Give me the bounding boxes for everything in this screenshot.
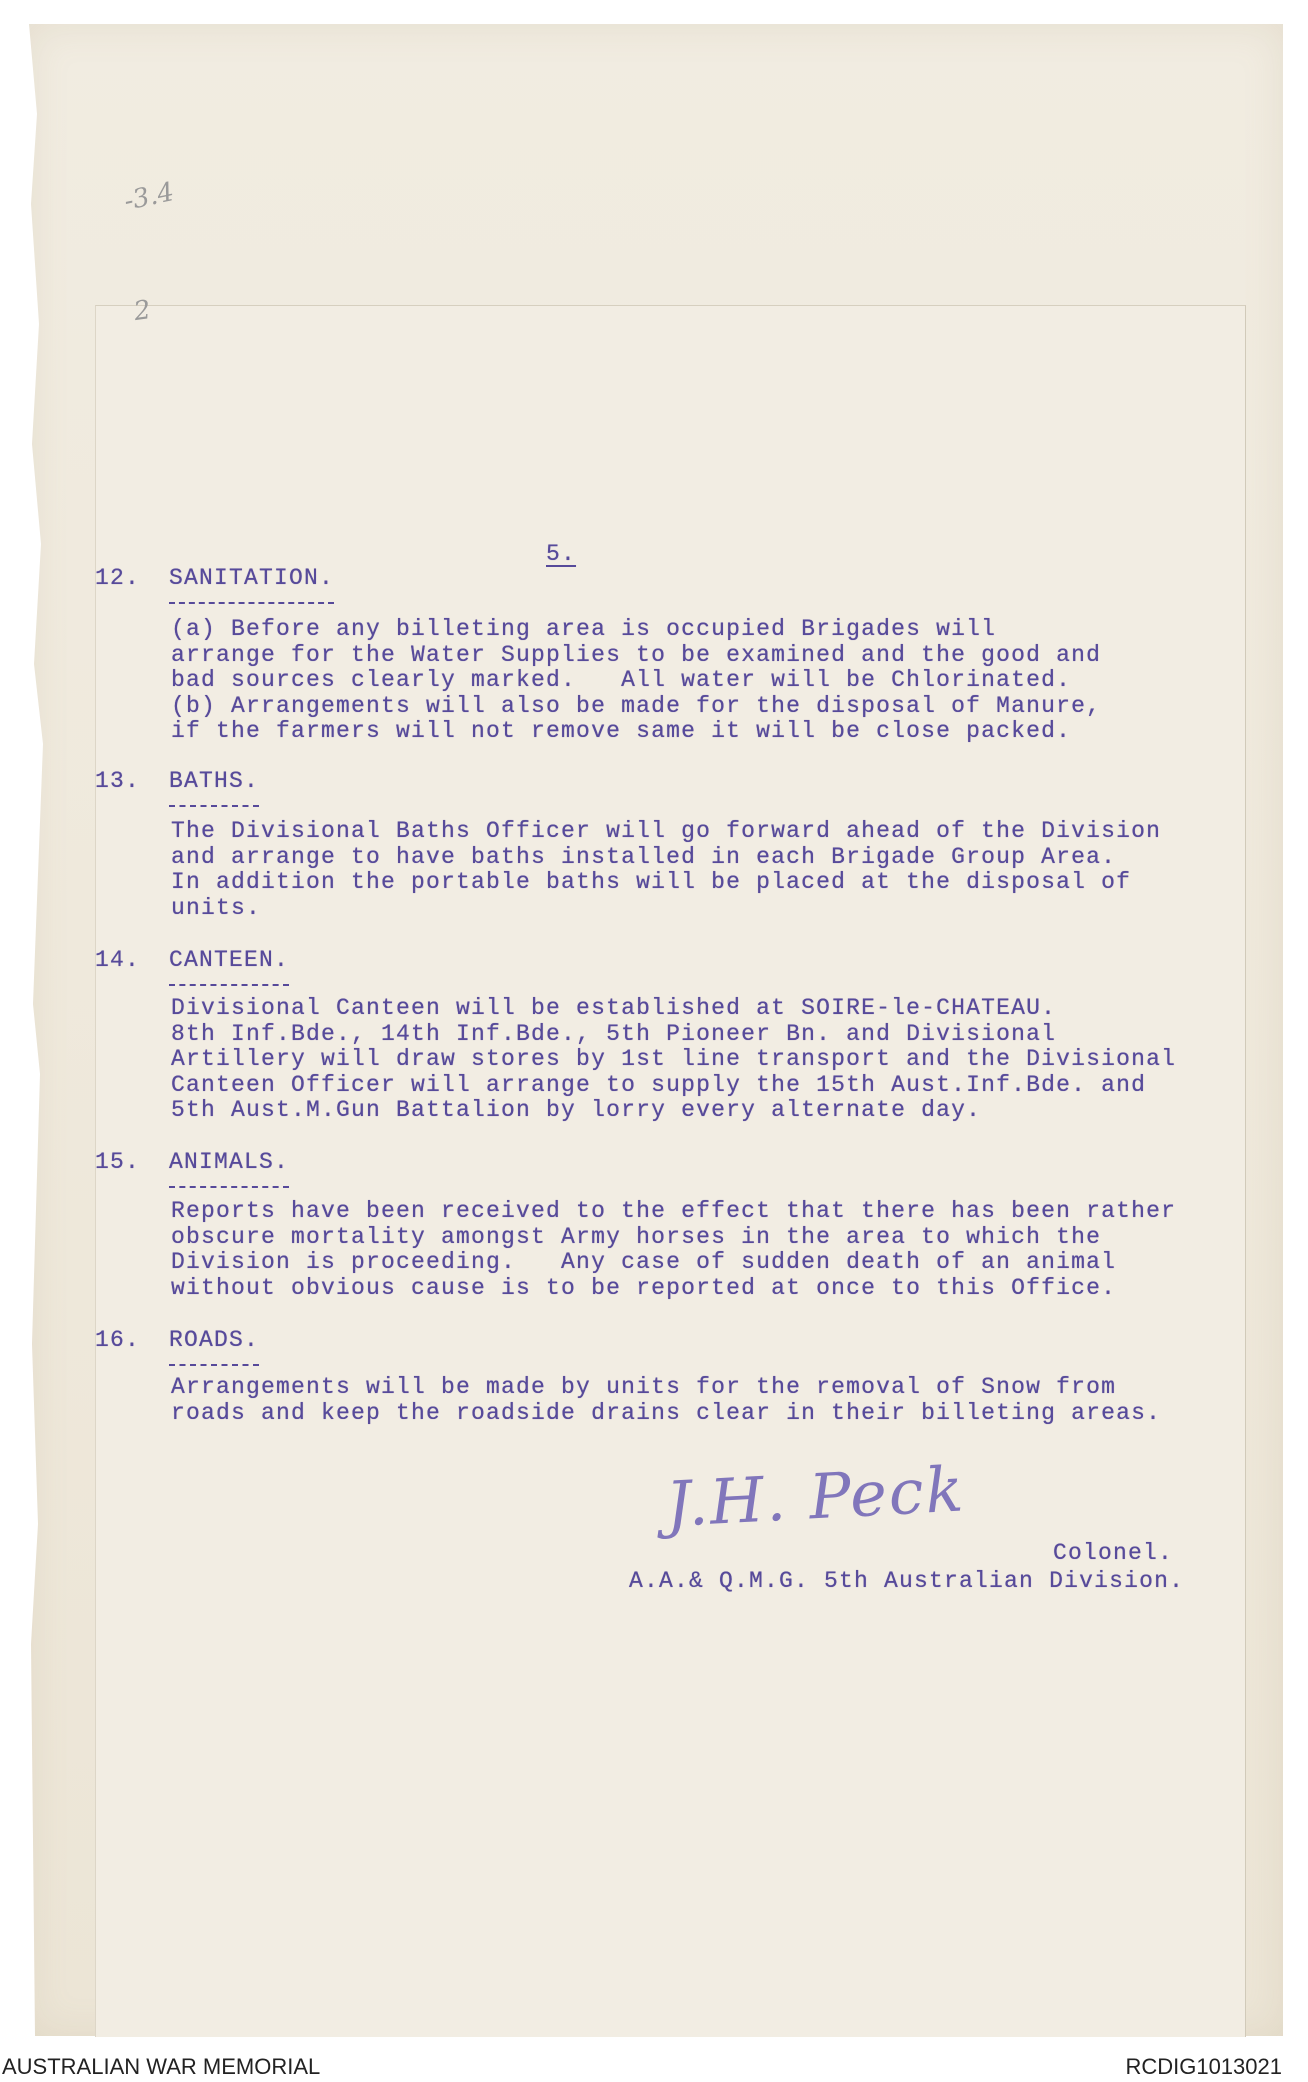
section-number: 16. [95, 1327, 141, 1353]
footer-credit: AUSTRALIAN WAR MEMORIAL [2, 2054, 321, 2079]
section-heading: ROADS. [169, 1328, 259, 1366]
section-baths [95, 768, 1245, 921]
section-sanitation [95, 565, 1245, 744]
section-body [171, 996, 1176, 1124]
section-heading: BATHS. [169, 769, 259, 807]
body-line: if the farmers will not remove same it will be close packed. [171, 718, 1072, 744]
section-body [171, 1375, 1161, 1426]
body-line: and arrange to have baths installed in each Brigade Group Area. [171, 843, 1117, 870]
signatory-rank: Colonel. [1053, 1540, 1174, 1566]
section-heading: ANIMALS. [169, 1150, 289, 1188]
body-line: Reports have been received to the effect that there has been rather [171, 1198, 1177, 1224]
page-number: 5. [546, 541, 577, 567]
section-animals [95, 1149, 1245, 1301]
body-line: units. [171, 894, 262, 921]
body-line: obscure mortality amongst Army horses in the area to which the [171, 1223, 1102, 1250]
body-line: Canteen Officer will arrange to supply the 15th Aust.Inf.Bde. and [171, 1071, 1147, 1098]
section-body [171, 617, 1101, 745]
body-line: Artillery will draw stores by 1st line transport and the Divisional [171, 1046, 1177, 1072]
section-heading: SANITATION. [169, 566, 334, 604]
section-number: 15. [95, 1149, 141, 1175]
body-line: roads and keep the roadside drains clear in their billeting areas. [171, 1399, 1162, 1426]
body-line: bad sources clearly marked. All water will be Chlorinated. [171, 667, 1072, 693]
body-line: (a) Before any billeting area is occupied Brigades will [171, 616, 997, 642]
section-number: 12. [95, 565, 141, 591]
signatory-appointment: A.A.& Q.M.G. 5th Australian Division. [629, 1568, 1185, 1594]
body-line: Arrangements will be made by units for the removal of Snow from [171, 1374, 1117, 1400]
body-line: without obvious cause is to be reported at once to this Office. [171, 1274, 1117, 1301]
body-line: 5th Aust.M.Gun Battalion by lorry every alternate day. [171, 1097, 982, 1123]
footer-reference: RCDIG1013021 [1125, 2054, 1282, 2079]
section-heading: CANTEEN. [169, 948, 289, 986]
section-body [171, 1199, 1176, 1301]
pencil-mark-side: 2 [131, 294, 153, 328]
section-number: 14. [95, 947, 141, 973]
handwritten-signature: J.H. Peck [664, 1452, 967, 1541]
section-number: 13. [95, 768, 141, 794]
body-line: arrange for the Water Supplies to be examined and the good and [171, 641, 1102, 668]
section-roads [95, 1327, 1245, 1426]
body-line: In addition the portable baths will be placed at the disposal of [171, 869, 1132, 895]
body-line: (b) Arrangements will also be made for the disposal of Manure, [171, 692, 1102, 719]
body-line: The Divisional Baths Officer will go forward ahead of the Division [171, 818, 1162, 844]
body-line: 8th Inf.Bde., 14th Inf.Bde., 5th Pioneer Bn. and Divisional [171, 1020, 1057, 1047]
pencil-mark-top: -3.4 [121, 177, 177, 217]
body-line: Divisional Canteen will be established at SOIRE-le-CHATEAU. [171, 995, 1057, 1021]
body-line: Division is proceeding. Any case of sudden death of an animal [171, 1249, 1117, 1275]
section-canteen [95, 947, 1245, 1123]
section-body [171, 819, 1161, 921]
